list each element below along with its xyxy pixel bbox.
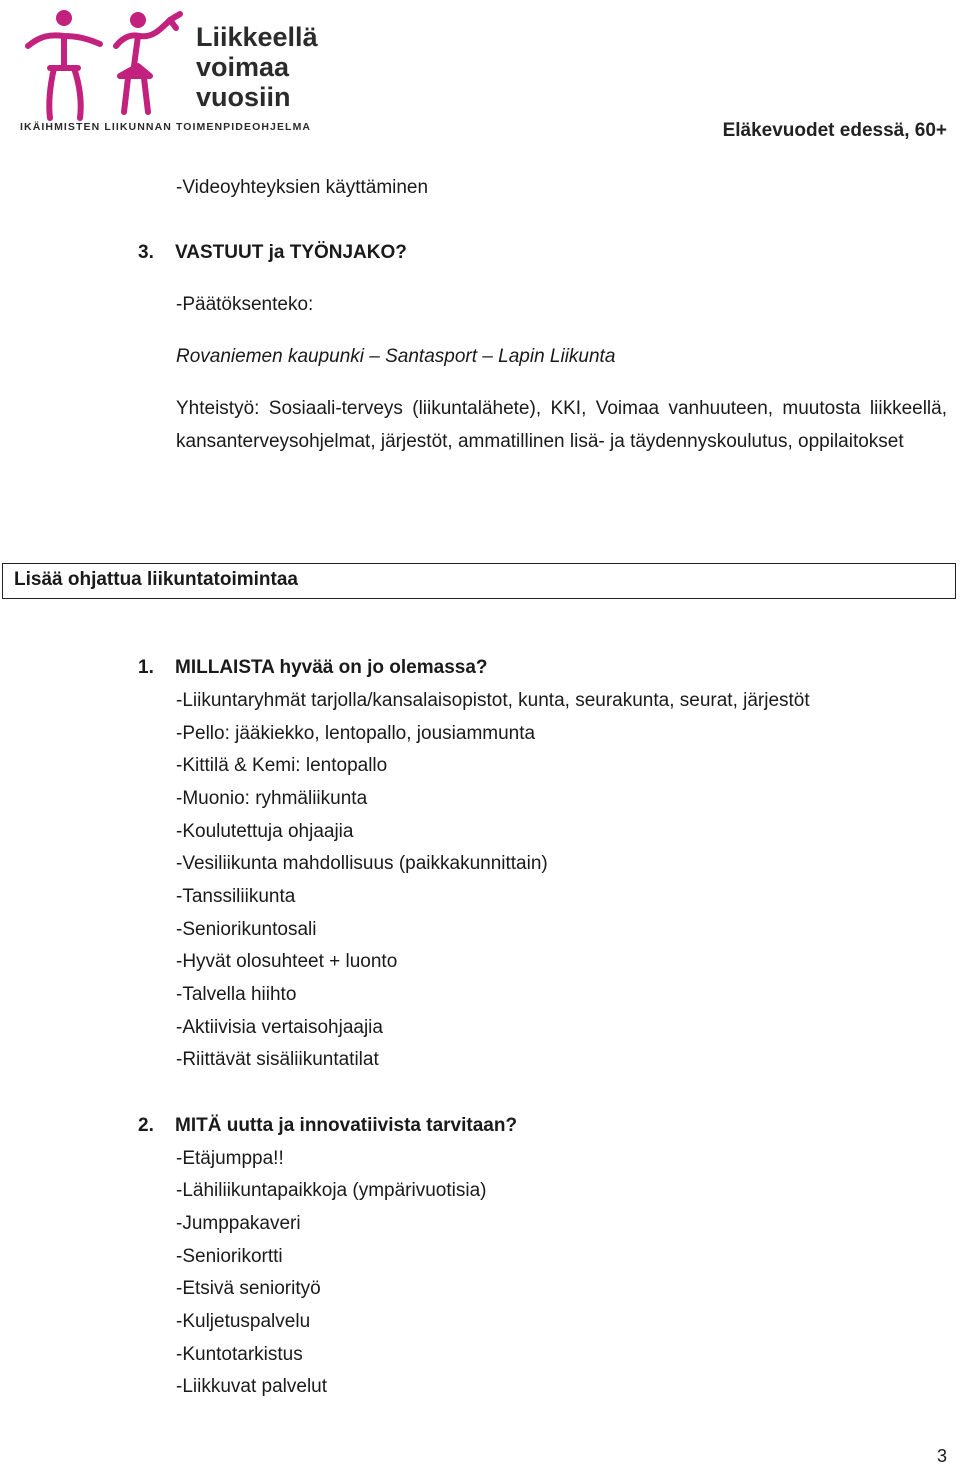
list-item: -Koulutettuja ohjaajia bbox=[176, 821, 354, 842]
heading-1-number: 1. bbox=[138, 657, 154, 678]
logo-line2: voimaa bbox=[196, 52, 290, 82]
heading-1 bbox=[138, 656, 488, 680]
decision-parties: Rovaniemen kaupunki – Santasport – Lapin Liikunta bbox=[176, 346, 616, 367]
heading-2-number: 2. bbox=[138, 1115, 154, 1136]
list-item: -Talvella hiihto bbox=[176, 984, 297, 1005]
heading-3-number: 3. bbox=[138, 242, 154, 263]
heading-1-text: MILLAISTA hyvää on jo olemassa? bbox=[175, 657, 488, 678]
list-item: -Riittävät sisäliikuntatilat bbox=[176, 1049, 379, 1070]
list-item: -Etäjumppa!! bbox=[176, 1148, 284, 1169]
logo-figures-icon bbox=[20, 6, 320, 134]
page-number: 3 bbox=[936, 1446, 947, 1466]
list-item: -Seniorikortti bbox=[176, 1246, 283, 1267]
list-item: -Liikuntaryhmät tarjolla/kansalaisopistot, kunta, seurakunta, seurat, järjestöt bbox=[176, 690, 810, 711]
heading-3-text: VASTUUT ja TYÖNJAKO? bbox=[175, 242, 407, 263]
list-item: -Aktiivisia vertaisohjaajia bbox=[176, 1017, 383, 1038]
list-item: -Liikkuvat palvelut bbox=[176, 1376, 328, 1397]
list-item: -Muonio: ryhmäliikunta bbox=[176, 788, 368, 809]
section-box-title: Lisää ohjattua liikuntatoimintaa bbox=[14, 569, 298, 590]
heading-2-text: MITÄ uutta ja innovatiivista tarvitaan? bbox=[175, 1115, 518, 1136]
list-item: -Kittilä & Kemi: lentopallo bbox=[176, 755, 388, 776]
video-line: -Videoyhteyksien käyttäminen bbox=[176, 177, 429, 198]
document-header-title: Eläkevuodet edessä, 60+ bbox=[722, 120, 947, 141]
cooperation-paragraph: Yhteistyö: Sosiaali-terveys (liikuntalähete), KKI, Voimaa vanhuuteen, muutosta liikkeellä, kansanterveysohjelmat, järjestöt, ammatillinen lisä- ja täydennyskoulutus, oppilaitokset bbox=[176, 398, 947, 452]
list-item: -Etsivä seniorityö bbox=[176, 1278, 321, 1299]
list-item: -Seniorikuntosali bbox=[176, 919, 317, 940]
list-item: -Hyvät olosuhteet + luonto bbox=[176, 951, 398, 972]
logo-line3: vuosiin bbox=[196, 82, 291, 112]
list-item: -Lähiliikuntapaikkoja (ympärivuotisia) bbox=[176, 1180, 487, 1201]
list-item: -Jumppakaveri bbox=[176, 1213, 301, 1234]
logo-tagline: IKÄIHMISTEN LIIKUNNAN TOIMENPIDEOHJELMA bbox=[20, 121, 311, 133]
decision-label: -Päätöksenteko: bbox=[176, 294, 314, 315]
list-item: -Tanssiliikunta bbox=[176, 886, 296, 907]
section-box bbox=[2, 563, 956, 599]
heading-2 bbox=[138, 1114, 517, 1138]
logo-line1: Liikkeellä bbox=[196, 22, 318, 52]
heading-3 bbox=[138, 241, 407, 265]
list-item: -Kuljetuspalvelu bbox=[176, 1311, 311, 1332]
list-item: -Kuntotarkistus bbox=[176, 1344, 303, 1365]
list-item: -Vesiliikunta mahdollisuus (paikkakunnittain) bbox=[176, 853, 548, 874]
list-item: -Pello: jääkiekko, lentopallo, jousiammunta bbox=[176, 723, 536, 744]
